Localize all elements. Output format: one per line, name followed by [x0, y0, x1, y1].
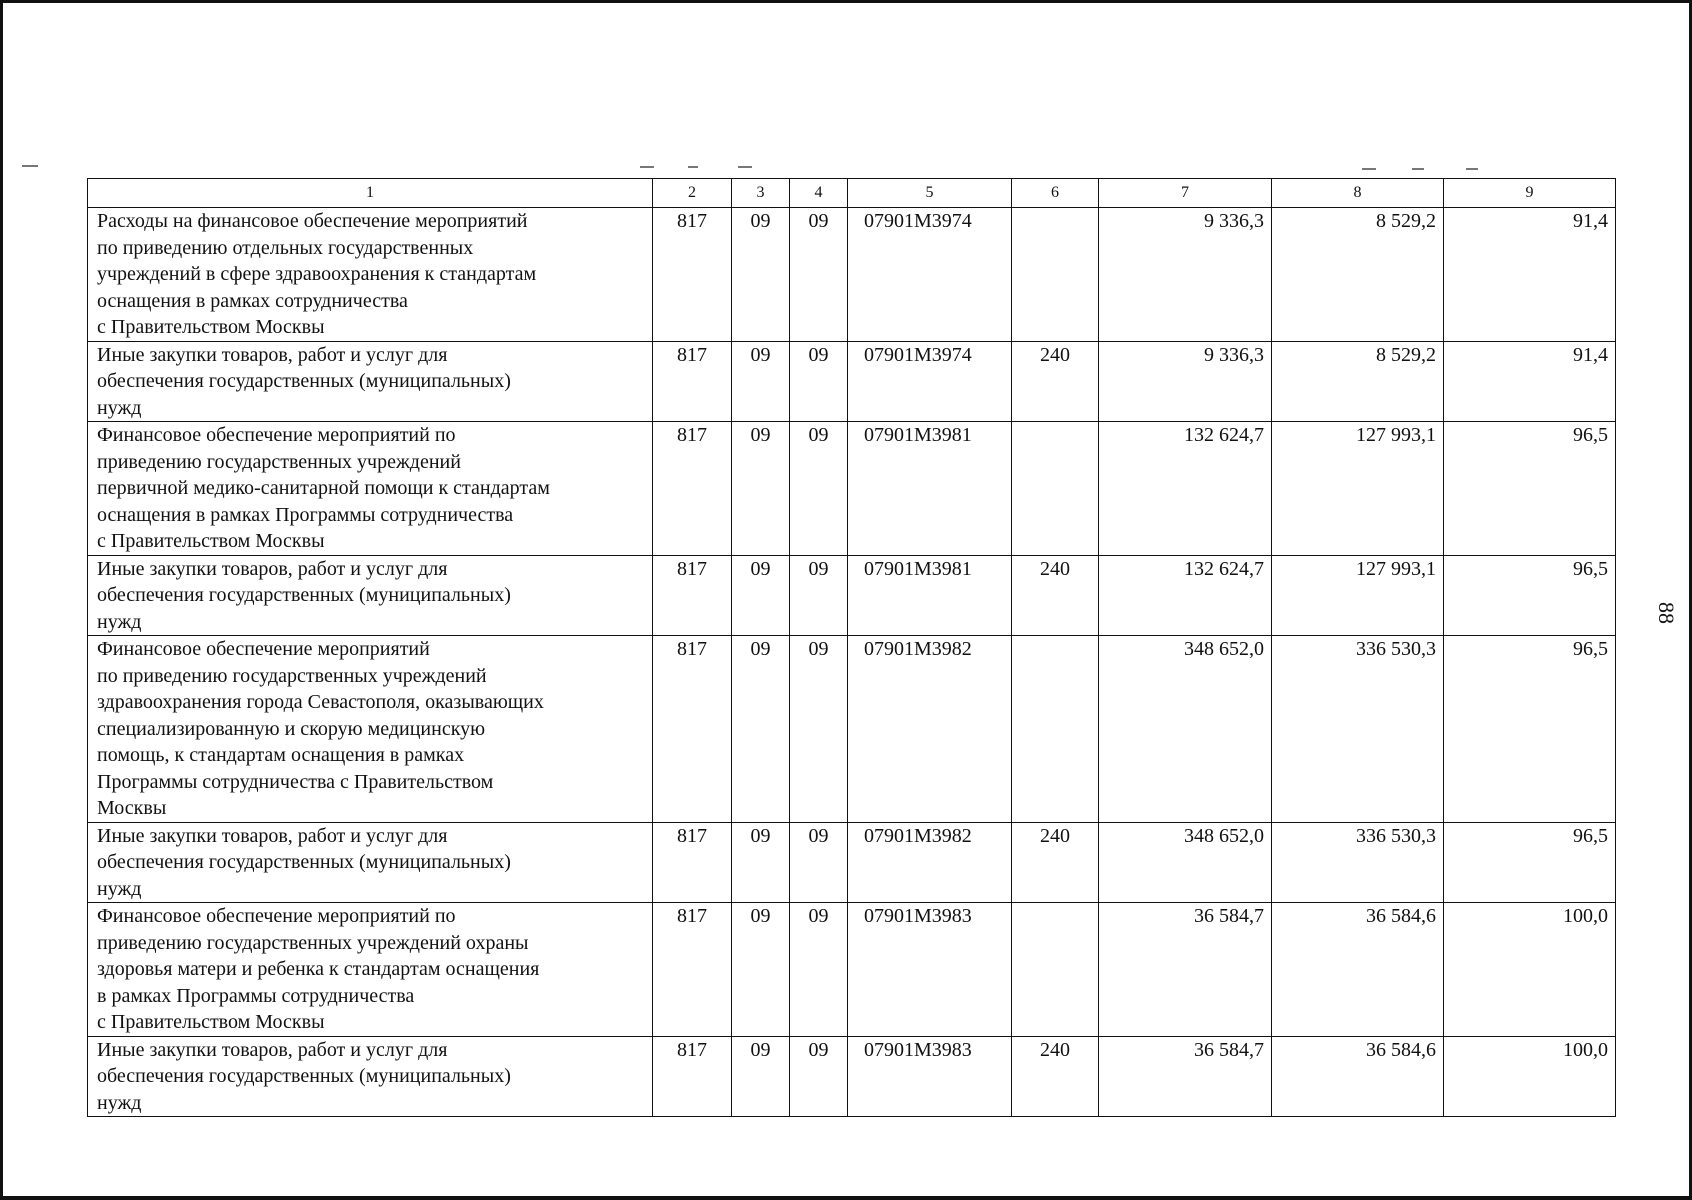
col-6-cell	[1012, 636, 1099, 823]
col-6-cell: 240	[1012, 1036, 1099, 1117]
col-5-cell: 07901М3981	[848, 422, 1012, 556]
scan-speck	[1412, 168, 1424, 170]
row-name-cell	[88, 208, 653, 342]
scan-speck	[22, 165, 38, 167]
row-name-cell	[88, 1036, 653, 1117]
header-col-6: 6	[1012, 179, 1099, 208]
header-col-8: 8	[1272, 179, 1444, 208]
scan-speck	[688, 166, 698, 168]
col-8-cell: 127 993,1	[1272, 422, 1444, 556]
col-6-cell	[1012, 903, 1099, 1037]
row-name-cell	[88, 555, 653, 636]
col-5-cell: 07901М3982	[848, 822, 1012, 903]
col-5-cell: 07901М3974	[848, 341, 1012, 422]
col-9-cell: 100,0	[1444, 1036, 1616, 1117]
col-5-cell: 07901М3983	[848, 903, 1012, 1037]
scan-speck	[640, 166, 654, 168]
col-7-cell: 348 652,0	[1099, 636, 1272, 823]
row-name: Финансовое обеспечение мероприятий по приведению государственных учреждений охраны здоровья матери и ребенка к стандартам оснащения в рамках Программы сотрудничества с Правительством Москвы	[97, 905, 540, 1033]
col-8-cell: 127 993,1	[1272, 555, 1444, 636]
budget-table	[87, 178, 1616, 1117]
col-4-cell: 09	[790, 341, 848, 422]
col-7-cell: 348 652,0	[1099, 822, 1272, 903]
col-8-cell: 36 584,6	[1272, 1036, 1444, 1117]
header-col-5: 5	[848, 179, 1012, 208]
col-3-cell: 09	[732, 341, 790, 422]
col-3-cell: 09	[732, 555, 790, 636]
col-9-cell: 96,5	[1444, 636, 1616, 823]
row-name-cell	[88, 422, 653, 556]
col-7-cell: 9 336,3	[1099, 341, 1272, 422]
col-2-cell: 817	[653, 822, 732, 903]
col-9-cell: 96,5	[1444, 422, 1616, 556]
row-name: Иные закупки товаров, работ и услуг для обеспечения государственных (муниципальных) нужд	[97, 1038, 511, 1114]
col-2-cell: 817	[653, 208, 732, 342]
col-2-cell: 817	[653, 555, 732, 636]
col-5-cell: 07901М3981	[848, 555, 1012, 636]
col-4-cell: 09	[790, 1036, 848, 1117]
row-name-cell	[88, 903, 653, 1037]
header-col-2: 2	[653, 179, 732, 208]
table-row	[88, 1036, 1616, 1117]
col-3-cell: 09	[732, 422, 790, 556]
col-3-cell: 09	[732, 1036, 790, 1117]
row-name: Иные закупки товаров, работ и услуг для обеспечения государственных (муниципальных) нужд	[97, 343, 511, 419]
col-4-cell: 09	[790, 208, 848, 342]
scan-speck	[738, 166, 752, 168]
col-7-cell: 132 624,7	[1099, 422, 1272, 556]
col-8-cell: 336 530,3	[1272, 822, 1444, 903]
col-4-cell: 09	[790, 636, 848, 823]
col-8-cell: 8 529,2	[1272, 341, 1444, 422]
col-3-cell: 09	[732, 636, 790, 823]
col-4-cell: 09	[790, 422, 848, 556]
col-6-cell: 240	[1012, 555, 1099, 636]
header-row	[88, 179, 1616, 208]
col-9-cell: 100,0	[1444, 903, 1616, 1037]
col-9-cell: 96,5	[1444, 822, 1616, 903]
row-name-cell	[88, 341, 653, 422]
col-5-cell: 07901М3983	[848, 1036, 1012, 1117]
row-name: Финансовое обеспечение мероприятий по приведению государственных учреждений здравоохранения города Севастополя, оказывающих специализированную и скорую медицинскую помощь, к стандартам оснащения в рамках Программы сотрудничества с Правительством Москвы	[97, 638, 544, 819]
col-7-cell: 36 584,7	[1099, 1036, 1272, 1117]
col-5-cell: 07901М3974	[848, 208, 1012, 342]
col-2-cell: 817	[653, 903, 732, 1037]
col-3-cell: 09	[732, 208, 790, 342]
col-7-cell: 36 584,7	[1099, 903, 1272, 1037]
col-2-cell: 817	[653, 636, 732, 823]
col-6-cell	[1012, 208, 1099, 342]
row-name: Расходы на финансовое обеспечение мероприятий по приведению отдельных государственных учреждений в сфере здравоохранения к стандартам оснащения в рамках сотрудничества с Правительством Москвы	[97, 210, 537, 338]
col-4-cell: 09	[790, 822, 848, 903]
col-2-cell: 817	[653, 341, 732, 422]
col-8-cell: 8 529,2	[1272, 208, 1444, 342]
row-name: Иные закупки товаров, работ и услуг для обеспечения государственных (муниципальных) нужд	[97, 557, 511, 633]
header-col-9: 9	[1444, 179, 1616, 208]
col-6-cell: 240	[1012, 341, 1099, 422]
col-9-cell: 96,5	[1444, 555, 1616, 636]
table-row	[88, 341, 1616, 422]
header-col-7: 7	[1099, 179, 1272, 208]
page-number: 88	[1654, 602, 1679, 624]
table-row	[88, 555, 1616, 636]
col-9-cell: 91,4	[1444, 208, 1616, 342]
header-col-1: 1	[88, 179, 653, 208]
table-row	[88, 822, 1616, 903]
col-2-cell: 817	[653, 1036, 732, 1117]
scan-speck	[1466, 168, 1478, 170]
table-row	[88, 422, 1616, 556]
scan-speck	[1362, 168, 1376, 170]
header-col-4: 4	[790, 179, 848, 208]
col-9-cell: 91,4	[1444, 341, 1616, 422]
col-4-cell: 09	[790, 555, 848, 636]
table-row	[88, 903, 1616, 1037]
col-3-cell: 09	[732, 822, 790, 903]
header-col-3: 3	[732, 179, 790, 208]
table-row	[88, 636, 1616, 823]
row-name: Иные закупки товаров, работ и услуг для обеспечения государственных (муниципальных) нужд	[97, 824, 511, 900]
col-3-cell: 09	[732, 903, 790, 1037]
row-name-cell	[88, 822, 653, 903]
col-5-cell: 07901М3982	[848, 636, 1012, 823]
col-6-cell	[1012, 422, 1099, 556]
col-7-cell: 9 336,3	[1099, 208, 1272, 342]
row-name-cell	[88, 636, 653, 823]
col-6-cell: 240	[1012, 822, 1099, 903]
table-row	[88, 208, 1616, 342]
col-8-cell: 36 584,6	[1272, 903, 1444, 1037]
col-4-cell: 09	[790, 903, 848, 1037]
col-8-cell: 336 530,3	[1272, 636, 1444, 823]
col-2-cell: 817	[653, 422, 732, 556]
col-7-cell: 132 624,7	[1099, 555, 1272, 636]
row-name: Финансовое обеспечение мероприятий по приведению государственных учреждений первичной медико-санитарной помощи к стандартам оснащения в рамках Программы сотрудничества с Правительством Москвы	[97, 424, 550, 552]
